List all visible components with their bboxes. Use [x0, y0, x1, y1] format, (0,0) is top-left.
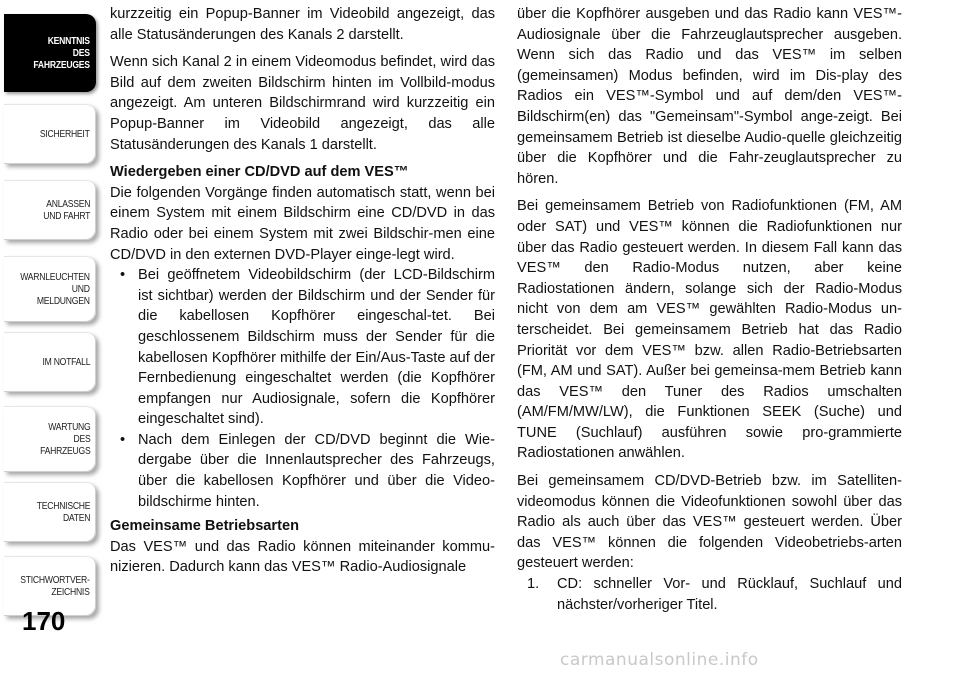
- tab-technische-daten[interactable]: [4, 482, 96, 542]
- tab-label: TECHNISCHE DATEN: [36, 500, 90, 524]
- section-heading: Gemeinsame Betriebsarten: [110, 518, 299, 535]
- section-heading: Wiedergeben einer CD/DVD auf dem VES™: [110, 164, 409, 181]
- right-column: [517, 4, 902, 615]
- tab-warnleuchten-und-meldungen[interactable]: [4, 256, 96, 322]
- tab-wartung-des-fahrzeugs[interactable]: [4, 406, 96, 472]
- paragraph: Bei gemeinsamem Betrieb von Radiofunktionen (FM, AM oder SAT) und VES™ können die Radiofunktionen nur über das Radio gesteuert werden. In diesem Fall kann das VES™ den Radio-Modus nutzen, aber keine Radiostationen ändern, solange sich der Radio-Modus nicht von dem am VES™ gewählten Radio-Modus un-terscheidet. Bei gemeinsamem Betrieb hat das Radio Priorität vor dem VES™ bzw. allen Radio-Betriebsarten (FM, AM und SAT). Außer bei gemeinsa-mem Betrieb kann das VES™ den Tuner des Radios umschalten (AM/FM/MW/LW), die Funktionen SEEK (Suche) und TUNE (Suchlauf) ausführen sowie pro-grammierte Radiostationen anwählen.: [517, 198, 902, 462]
- tab-sicherheit[interactable]: [4, 104, 96, 164]
- numbered-list: [517, 574, 902, 615]
- bullet-item: • Nach dem Einlegen der CD/DVD beginnt die Wie-dergabe über die Innenlautsprecher des Fahrzeugs, über die kabellosen Kopfhörer und über die Video-bildschirme hinten.: [110, 430, 495, 512]
- paragraph: Bei gemeinsamem CD/DVD-Betrieb bzw. im Satelliten-videomodus können die Videofunktionen sowohl über das Radio als auch über das VES™ gesteuert werden. Über das VES™ können die folgenden Videobetriebs-arten gesteuert werden:: [517, 473, 902, 572]
- tab-label: IM NOTFALL: [42, 356, 90, 368]
- list-item-text: CD: schneller Vor- und Rücklauf, Suchlauf und nächster/vorheriger Titel.: [557, 576, 902, 613]
- tab-label: KENNTNIS DES FAHRZEUGES: [33, 35, 90, 71]
- paragraph: über die Kopfhörer ausgeben und das Radio kann VES™-Audiosignale über die Fahrzeuglautsprecher ausgeben. Wenn sich das Radio und das VES™ im selben (gemeinsamen) Modus befinden, wird im Dis-play des Radios ein VES™-Symbol und auf dem/den VES™-Bildschirm(en) das "Gemeinsam"-Symbol ange-zeigt. Bei gemeinsamem Betrieb ist dieselbe Audio-quelle gleichzeitig über die Kopfhörer und die Fahr-zeuglautsprecher zu hören.: [517, 6, 902, 187]
- tab-label: SICHERHEIT: [40, 128, 90, 140]
- tab-label: WARTUNG DES FAHRZEUGS: [39, 421, 90, 457]
- left-column: [110, 4, 495, 585]
- watermark-text: carmanualsonline.info: [560, 650, 759, 670]
- paragraph: Die folgenden Vorgänge finden automatisch statt, wenn bei einem System mit einem Bildschirm eine CD/DVD in das Radio oder bei einem System mit zwei Bildschir-men eine CD/DVD in den externen DVD-Player einge-legt wird.: [110, 184, 495, 263]
- bullet-list: [110, 265, 495, 512]
- paragraph: kurzzeitig ein Popup-Banner im Videobild angezeigt, das alle Statusänderungen des Kanals 2 darstellt.: [110, 6, 495, 43]
- page-number: 170: [22, 606, 66, 636]
- paragraph: Wenn sich Kanal 2 in einem Videomodus befindet, wird das Bild auf dem zweiten Bildschirm hinten im Vollbild-modus angezeigt. Am unteren Bildschirmrand wird kurzzeitig ein Popup-Banner im Videobild angezeigt, das alle Statusänderungen des Kanals 1 darstellt.: [110, 54, 495, 153]
- list-item: [517, 574, 902, 615]
- list-number: 1.: [527, 576, 540, 593]
- paragraph: Das VES™ und das Radio können miteinander kommu-nizieren. Dadurch kann das VES™ Radio-Audiosignale: [110, 538, 495, 576]
- tab-label: WARNLEUCHTEN UND MELDUNGEN: [20, 271, 90, 307]
- bullet-item: • Bei geöffnetem Videobildschirm (der LCD-Bildschirm ist sichtbar) werden der Bildschirm und der Sender für die kabellosen Kopfhörer eingeschal-tet. Bei geschlossenem Bildschirm muss der Sender für die kabellosen Kopfhörer mithilfe der Ein/Aus-Taste auf der Fernbedienung eingeschaltet werden (die Kopfhörer empfangen nur Audiosignale, sofern die Kopfhörer eingeschaltet sind).: [110, 265, 495, 430]
- tab-kenntnis-des-fahrzeuges[interactable]: [4, 14, 96, 92]
- tab-anlassen-und-fahrt[interactable]: [4, 180, 96, 240]
- tab-label: STICHWORTVER- ZEICHNIS: [20, 574, 90, 598]
- tab-label: ANLASSEN UND FAHRT: [43, 198, 90, 222]
- tab-im-notfall[interactable]: [4, 332, 96, 392]
